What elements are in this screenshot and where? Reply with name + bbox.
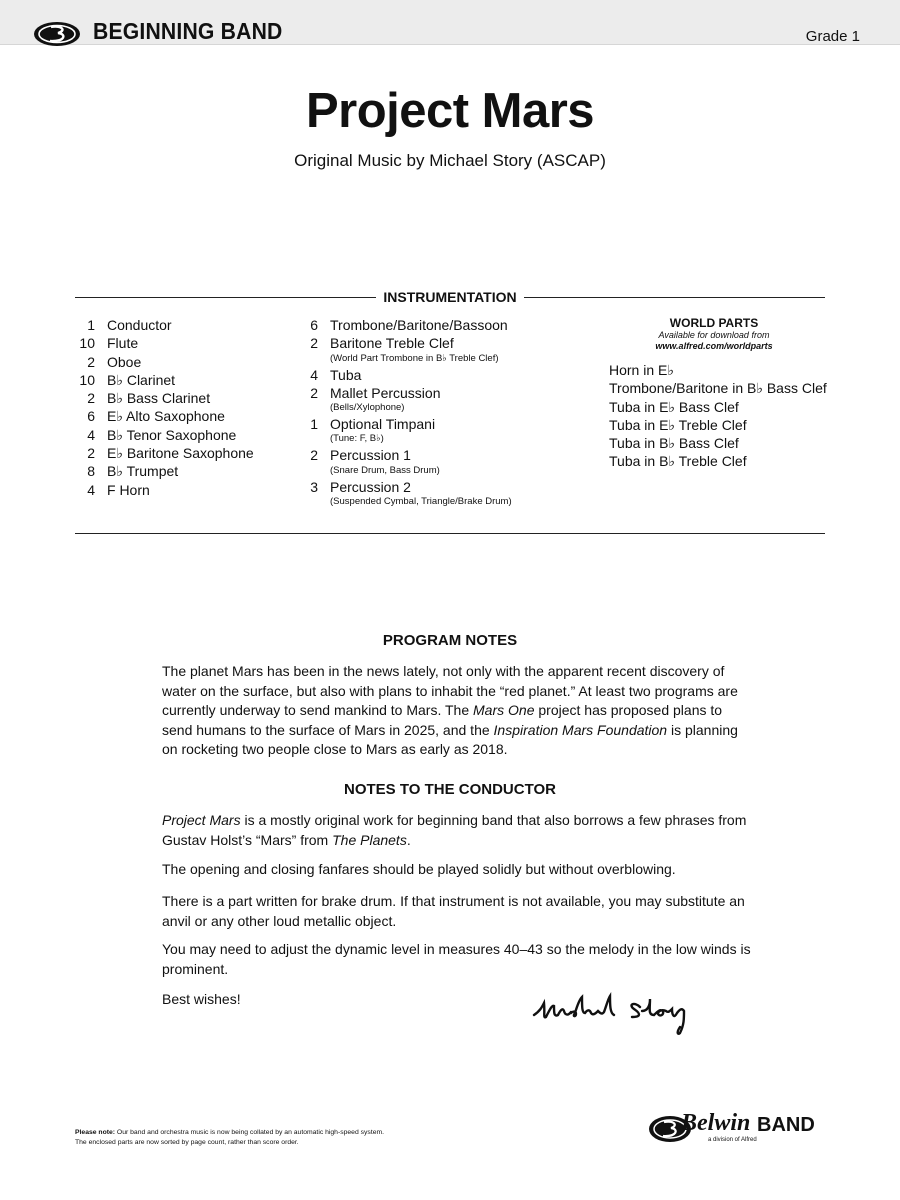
belwin-band-logo [648,1110,828,1154]
instrument-list-col1 [75,316,254,499]
header-bar [0,0,900,45]
publisher-subtitle: a division of Alfred [708,1137,757,1143]
beginning-band-logo-icon [33,14,81,54]
instrument-row: 6 E♭ Alto Saxophone [87,408,225,425]
world-parts-list [609,361,825,471]
instrument-subnote: (Bells/Xylophone) [330,402,405,414]
conductor-notes-paragraph: There is a part written for brake drum. If that instrument is not available, you may substitute an anvil or any other loud metallic object. [162,893,745,929]
world-parts-box [609,316,825,471]
instrument-row: 2 B♭ Bass Clarinet [87,390,211,407]
instrument-row: 6 Trombone/Baritone/Bassoon [310,317,508,333]
instrument-row: 2 Percussion 1 (Snare Drum, Bass Drum) [298,446,512,477]
series-title: BEGINNING BAND [93,18,283,44]
conductor-notes-paragraph: You may need to adjust the dynamic level in measures 40–43 so the melody in the low winds is prominent. [162,941,751,977]
instrument-row: 4 F Horn [87,481,150,498]
instrument-row: 1 Optional Timpani (Tune: F, B♭) [298,415,512,446]
world-parts-note: Available for download from [658,330,770,340]
instrument-subnote: (Tune: F, B♭) [330,433,384,445]
program-notes-paragraph: The planet Mars has been in the news lately, not only with the apparent recent discovery of water on the surface, but also with plans to inhabit the “red planet.” At least two programs are currently underway to send mankind to Mars. The Mars One project has proposed plans to send humans to the surface of Mars in 2025, and the Inspiration Mars Foundation is planning on rocketing two people close to Mars as early as 2018. [162,663,738,757]
instrument-row: 10 B♭ Clarinet [79,371,176,388]
closing-line: Best wishes! [162,991,241,1007]
collation-footnote: Please note: Our band and orchestra music is now being collated by an automatic high-speed system. The enclosed parts are now sorted by page count, rather than score order. [75,1129,385,1146]
publisher-band-label: BAND [757,1114,815,1136]
world-part-item: Tuba in E♭ Bass Clef [609,398,739,415]
instrument-row: 2 E♭ Baritone Saxophone [87,445,254,462]
instrument-row: 2 Mallet Percussion (Bells/Xylophone) [298,384,512,415]
grade-label: Grade 1 [805,28,860,45]
world-part-item: Tuba in B♭ Treble Clef [609,453,747,470]
instrumentation-bottom-rule [75,533,825,534]
publisher-name: Belwin [681,1110,751,1136]
world-parts-title: WORLD PARTS [669,316,759,330]
instrument-row: 1 Conductor [87,317,172,333]
conductor-notes-paragraph: The opening and closing fanfares should be played solidly but without overblowing. [162,861,676,877]
instrument-row: 10 Flute [79,335,139,352]
page-title: Project Mars [305,84,595,138]
instrumentation-heading: INSTRUMENTATION [0,289,900,305]
composer-credit: Original Music by Michael Story (ASCAP) [294,151,606,170]
world-part-item: Horn in E♭ [609,362,674,378]
world-part-item: Trombone/Baritone in B♭ Bass Clef [609,380,827,397]
instrument-row: 4 Tuba [310,366,362,383]
instrument-row: 8 B♭ Trumpet [87,463,179,480]
instrument-row: 2 Baritone Treble Clef (World Part Trombone in B♭ Treble Clef) [298,334,512,365]
signature [530,985,730,1040]
conductor-notes-heading: NOTES TO THE CONDUCTOR [344,781,556,798]
instrument-subnote: (Snare Drum, Bass Drum) [330,464,440,476]
instrument-row: 4 B♭ Tenor Saxophone [87,426,237,443]
instrument-subnote: (Suspended Cymbal, Triangle/Brake Drum) [330,496,512,508]
instrument-row: 3 Percussion 2 (Suspended Cymbal, Triangle/Brake Drum) [310,478,512,508]
program-notes-heading: PROGRAM NOTES [382,632,518,649]
instrument-row: 2 Oboe [87,353,142,370]
instrument-list-col2 [298,316,512,509]
conductor-notes-paragraph: Project Mars is a mostly original work for beginning band that also borrows a few phrases from Gustav Holst’s “Mars” from The Planets. [162,812,747,848]
world-parts-url[interactable]: www.alfred.com/worldparts [655,341,773,351]
world-part-item: Tuba in E♭ Treble Clef [609,416,747,433]
instrument-subnote: (World Part Trombone in B♭ Treble Clef) [330,352,499,364]
world-part-item: Tuba in B♭ Bass Clef [609,435,739,452]
